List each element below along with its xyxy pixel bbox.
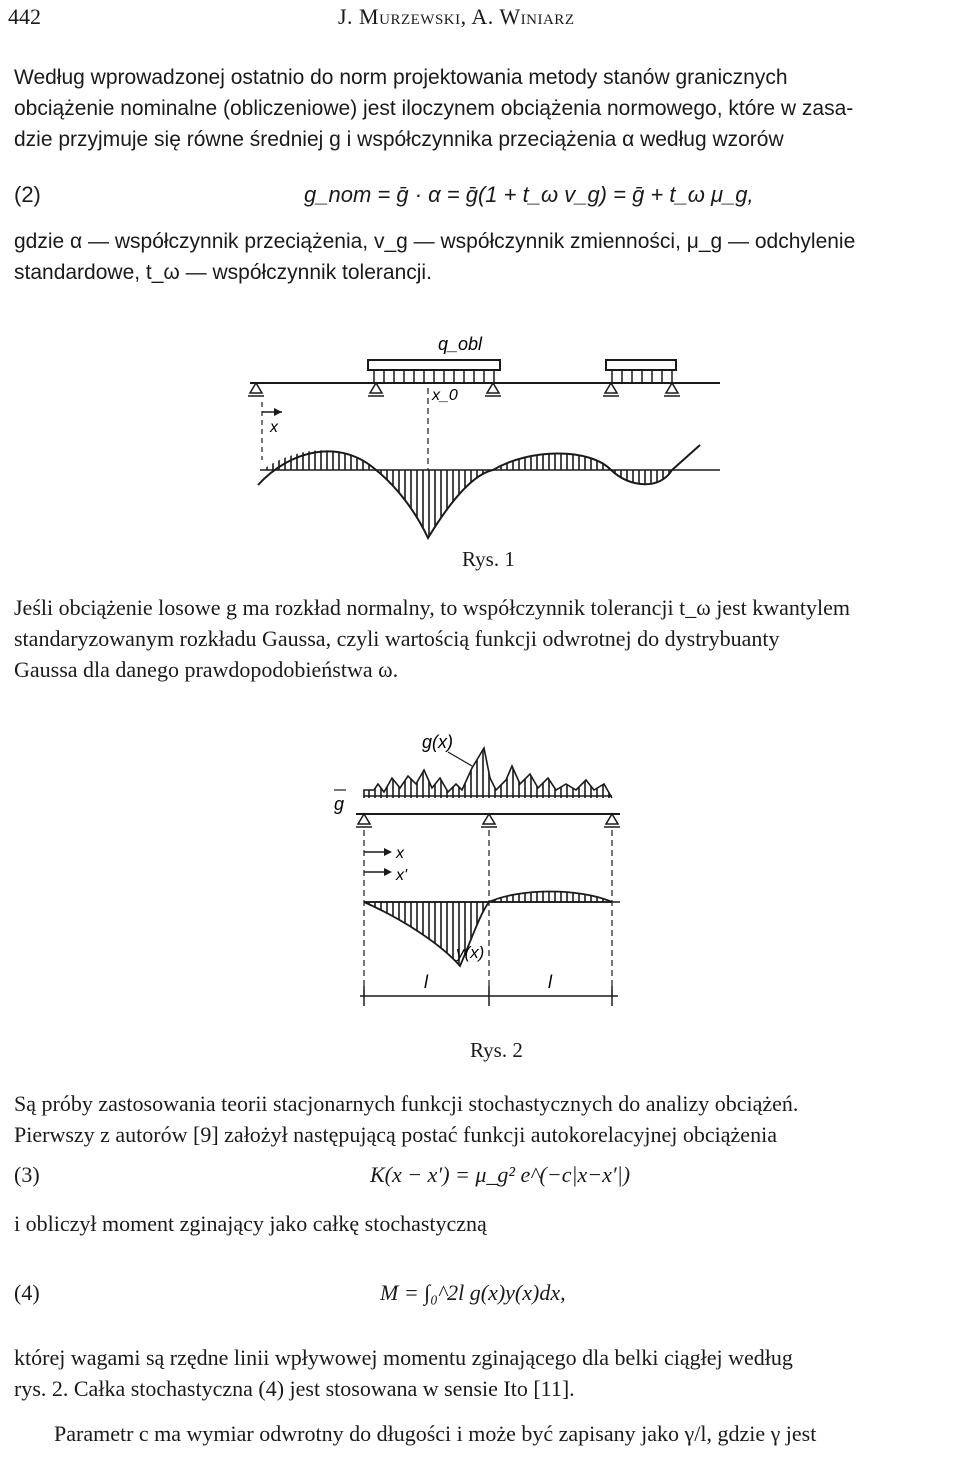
- span-l-label-1: l: [424, 972, 428, 992]
- text-line: rys. 2. Całka stochastyczna (4) jest stosowana w sensie Ito [11].: [14, 1376, 575, 1401]
- distributed-load-1: [368, 360, 500, 382]
- x-label-2: x: [396, 845, 404, 862]
- distributed-load-2: [606, 360, 676, 382]
- paragraph-3: [14, 592, 949, 685]
- text-line: standardowe, t_ω — współczynnik tolerancji.: [14, 261, 432, 284]
- hatch-area-1: [262, 450, 376, 470]
- paragraph-1: [14, 62, 949, 155]
- running-head-authors: J. Murzewski, A. Winiarz: [338, 4, 575, 29]
- load-label: q_obl: [438, 334, 483, 354]
- text-line: Pierwszy z autorów [9] założył następującą postać funkcji autokorelacyjnej obciążenia: [14, 1122, 777, 1147]
- x-prime-label: x': [396, 867, 408, 884]
- text-line: obciążenie nominalne (obliczeniowe) jest iloczynem obciążenia normowego, które w zasa-: [14, 97, 854, 120]
- supports: [248, 383, 680, 396]
- x-label: x: [270, 419, 278, 436]
- text-line: i obliczył moment zginający jako całkę stochastyczną: [14, 1211, 487, 1236]
- paragraph-2: [14, 226, 949, 288]
- gbar-label: g: [334, 794, 345, 814]
- equation-formula: K(x − x′) = μ_g² e^(−c|x−x′|): [370, 1162, 631, 1187]
- hatch-area-3: [493, 454, 611, 471]
- x-arrows: [364, 845, 408, 884]
- equation-formula: M = ∫₀^2l g(x)y(x)dx,: [380, 1280, 566, 1305]
- page-number: 442: [8, 4, 41, 29]
- equation-formula: g_nom = ḡ · α = ḡ(1 + t_ω v_g) = ḡ + t_ω μ_g,: [304, 182, 754, 207]
- equation-number: (4): [14, 1280, 40, 1305]
- gx-label: g(x): [422, 732, 453, 752]
- influence-positive-area: [489, 892, 612, 903]
- figure-2-diagram: [0, 718, 960, 1018]
- paragraph-5: [14, 1208, 949, 1239]
- equation-2: [14, 182, 949, 216]
- equation-3: [14, 1162, 949, 1196]
- text-line: której wagami są rzędne linii wpływowej momentu zginającego dla belki ciągłej według: [14, 1345, 793, 1370]
- equation-number: (3): [14, 1162, 40, 1187]
- span-l-label-2: l: [548, 972, 552, 992]
- figure-1-diagram: [0, 320, 960, 580]
- text-line: gdzie α — współczynnik przeciążenia, v_g — współczynnik zmienności, μ_g — odchylenie: [14, 230, 856, 253]
- text-line: Parametr c ma wymiar odwrotny do długości i może być zapisany jako γ/l, gdzie γ jest: [54, 1421, 817, 1446]
- paragraph-4: [14, 1088, 949, 1150]
- x-axis-arrow: [262, 402, 282, 460]
- text-line: Gaussa dla danego prawdopodobieństwa ω.: [14, 657, 399, 682]
- random-load-profile: [364, 748, 612, 798]
- equation-4: [14, 1280, 949, 1314]
- page-header: [0, 4, 960, 34]
- text-line: Są próby zastosowania teorii stacjonarnych funkcji stochastycznych do analizy obciążeń.: [14, 1091, 799, 1116]
- figure-1-caption: Rys. 1: [462, 547, 515, 571]
- text-line: dzie przyjmuje się równe średniej g i współczynnika przeciążenia α według wzorów: [14, 128, 784, 151]
- x0-label: x_0: [432, 387, 458, 404]
- text-line: Jeśli obciążenie losowe g ma rozkład normalny, to współczynnik tolerancji t_ω jest kwantylem: [14, 595, 850, 620]
- text-line: Według wprowadzonej ostatnio do norm projektowania metody stanów granicznych: [14, 66, 788, 89]
- text-line: standaryzowanym rozkładu Gaussa, czyli wartością funkcji odwrotnej do dystrybuanty: [14, 626, 780, 651]
- equation-number: (2): [14, 182, 41, 207]
- figure-2-caption: Rys. 2: [470, 1038, 523, 1062]
- yx-label: y(x): [456, 943, 485, 962]
- paragraph-6: [14, 1342, 949, 1404]
- paragraph-7: [54, 1418, 949, 1449]
- supports-2: [356, 814, 620, 827]
